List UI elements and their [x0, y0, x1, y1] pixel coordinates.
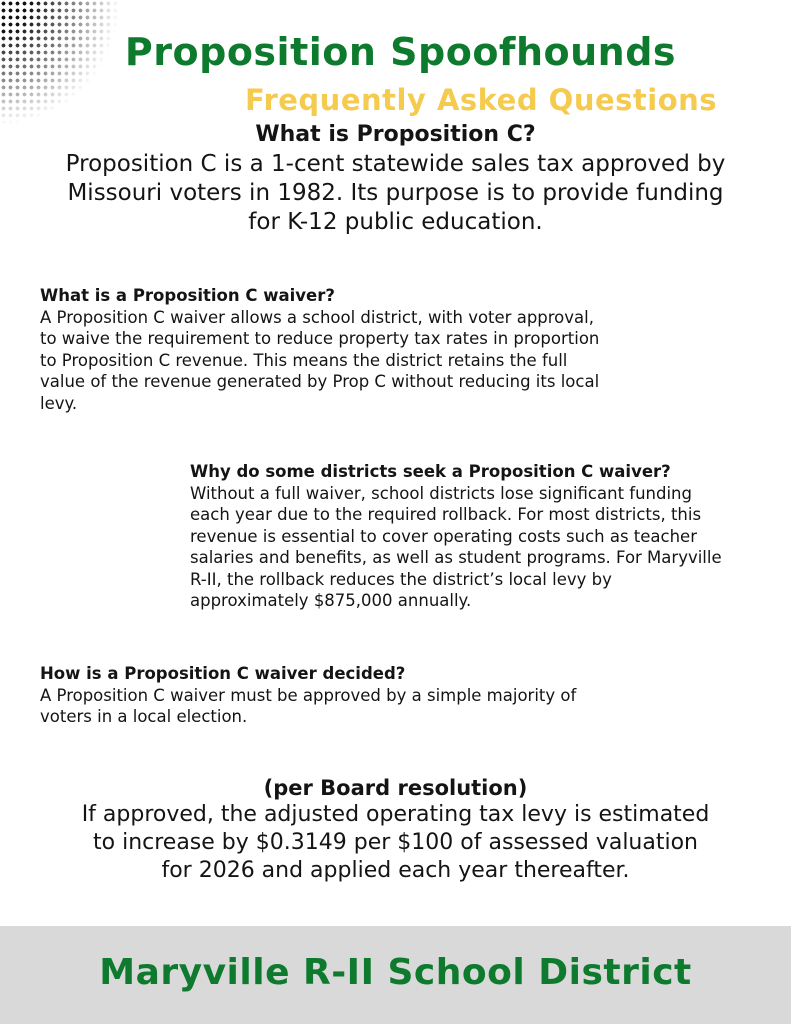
faq-item-waiver	[40, 285, 600, 414]
faq-item-how-decided	[40, 663, 600, 728]
faq-answer-prop-c: Proposition C is a 1-cent statewide sales tax approved by Missouri voters in 1982. Its purpose is to provide funding for K-12 public education.	[65, 151, 726, 235]
faq-question-waiver: What is a Proposition C waiver?	[40, 286, 335, 305]
footer-banner	[0, 926, 791, 1024]
faq-item-why-waiver	[190, 461, 730, 612]
faq-question-prop-c: What is Proposition C?	[255, 122, 536, 147]
faq-answer-waiver: A Proposition C waiver allows a school district, with voter approval, to waive the requirement to reduce property tax rates in proportion to Proposition C revenue. This means the district retains the full value of the revenue generated by Prop C without reducing its local levy.	[40, 307, 600, 413]
resolution-text: If approved, the adjusted operating tax levy is estimated to increase by $0.3149 per $100 of assessed valuation for 2026 and applied each year thereafter.	[81, 802, 710, 883]
faq-answer-how-decided: A Proposition C waiver must be approved by a simple majority of voters in a local election.	[40, 685, 577, 726]
page-title: Proposition Spoofhounds	[124, 30, 677, 74]
resolution-heading: (per Board resolution)	[263, 776, 528, 800]
faq-question-how-decided: How is a Proposition C waiver decided?	[40, 664, 406, 683]
faq-answer-why-waiver: Without a full waiver, school districts lose significant funding each year due to the required rollback. For most districts, this revenue is essential to cover operating costs such as teacher salaries and benefits, as well as student programs. For Maryville R-II, the rollback reduces the district’s local levy by approximately $875,000 annually.	[190, 483, 722, 610]
page-subtitle: Frequently Asked Questions	[245, 83, 718, 117]
footer-district-name: Maryville R-II School District	[99, 952, 692, 993]
faq-question-why-waiver: Why do some districts seek a Proposition C waiver?	[190, 462, 671, 481]
